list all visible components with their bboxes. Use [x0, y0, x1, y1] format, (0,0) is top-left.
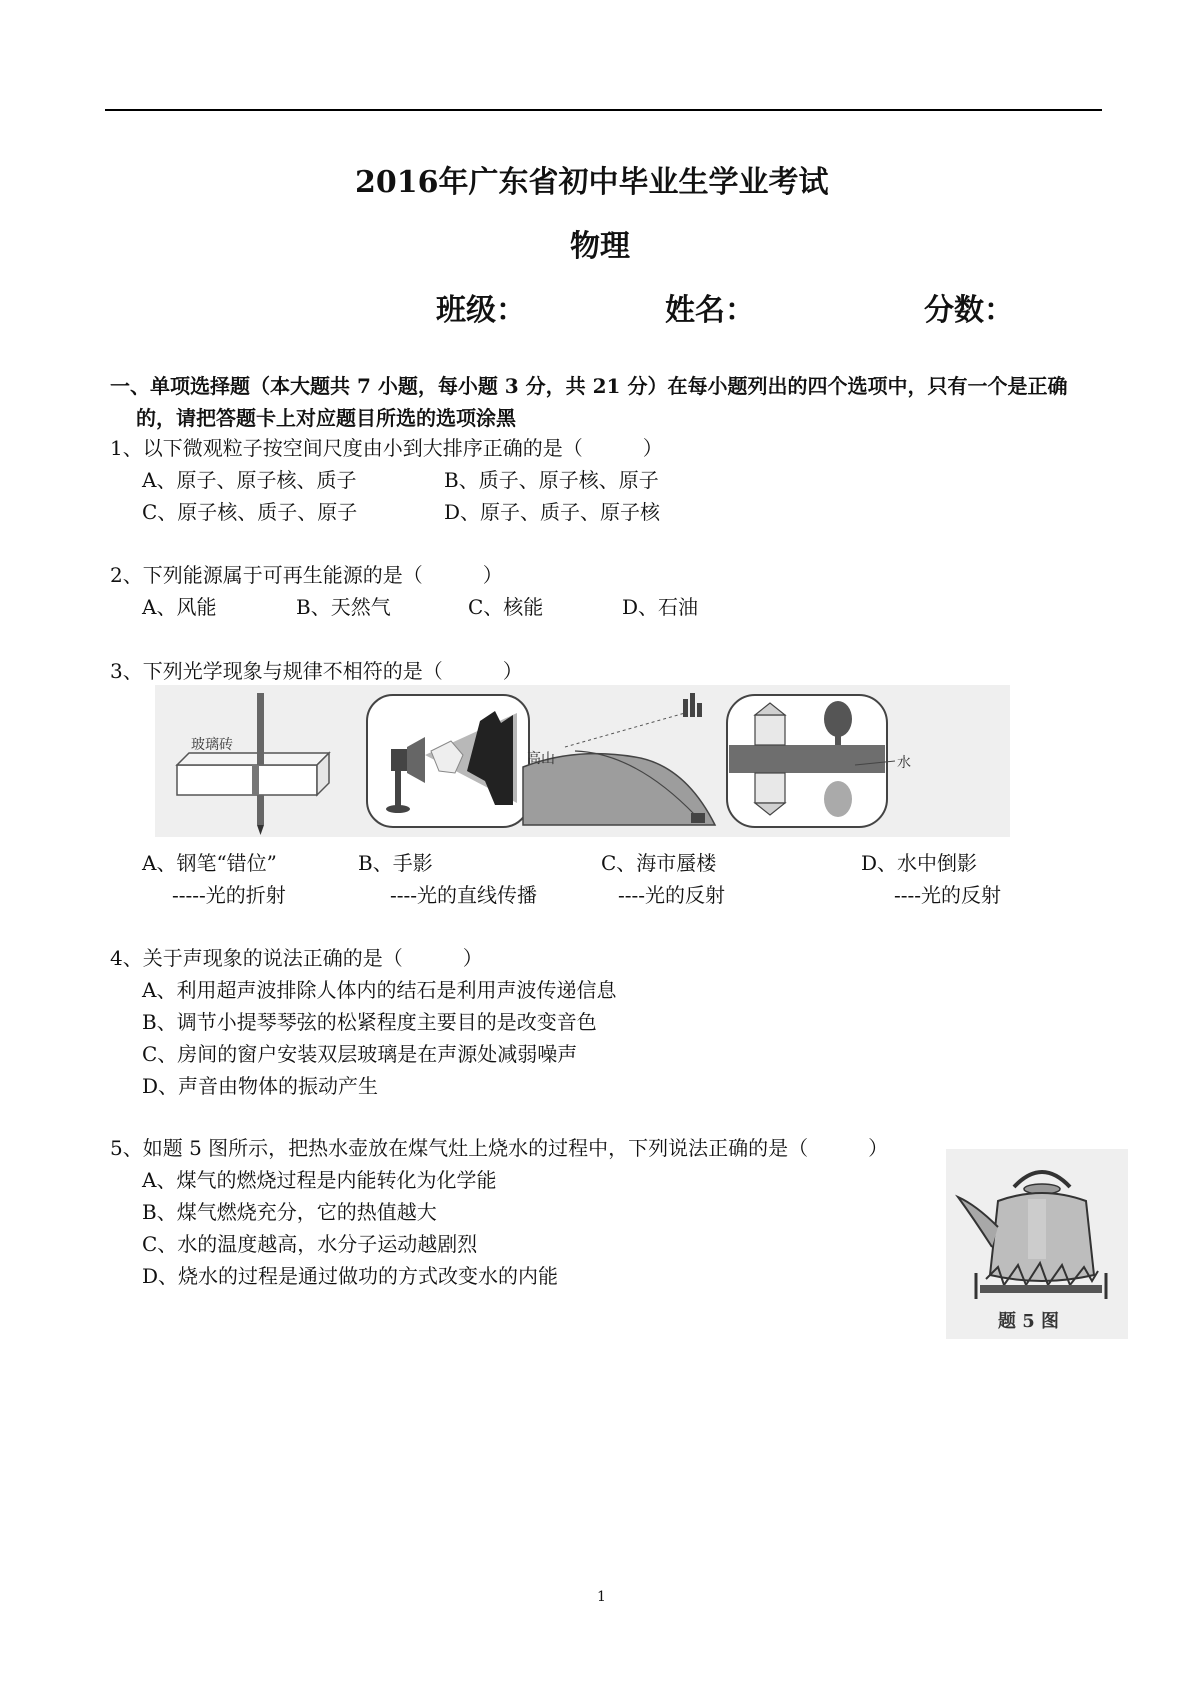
header-rule — [105, 109, 1102, 111]
page-number: 1 — [597, 1589, 606, 1605]
glass-brick-label: 玻璃砖 — [191, 737, 233, 753]
optics-illustrations — [155, 685, 1010, 837]
class-label: 班级： — [436, 293, 526, 328]
name-label: 姓名： — [665, 293, 755, 328]
question-2-option-d: D、石油 — [622, 595, 699, 619]
question-3-stem: 3、下列光学现象与规律不相符的是（ ） — [110, 659, 523, 683]
question-1-option-a: A、原子、原子核、质子 — [142, 468, 357, 492]
question-3-option-a-law: -----光的折射 — [172, 883, 286, 907]
question-3-option-d: D、水中倒影 — [861, 851, 978, 875]
question-3-option-d-law: ----光的反射 — [894, 883, 1002, 907]
subject-title: 物理 — [570, 229, 630, 264]
question-5-stem: 5、如题 5 图所示，把热水壶放在煤气灶上烧水的过程中，下列说法正确的是（ ） — [110, 1136, 889, 1160]
question-3-option-b: B、手影 — [358, 851, 433, 875]
question-4-option-b: B、调节小提琴琴弦的松紧程度主要目的是改变音色 — [142, 1010, 597, 1034]
figure-5-caption: 题 5 图 — [998, 1311, 1060, 1332]
question-1-option-b: B、质子、原子核、原子 — [444, 468, 659, 492]
question-1-stem: 1、以下微观粒子按空间尺度由小到大排序正确的是（ ） — [110, 436, 663, 460]
question-3-option-a: A、钢笔“错位” — [142, 851, 277, 875]
section-heading: 一、单项选择题（本大题共 7 小题，每小题 3 分，共 21 分）在每小题列出的四个选项中，只有一个是正确 — [110, 374, 1068, 398]
question-2-option-a: A、风能 — [142, 595, 217, 619]
score-label: 分数： — [924, 293, 1014, 328]
question-3-option-c: C、海市蜃楼 — [601, 851, 717, 875]
question-5-figure — [946, 1149, 1128, 1339]
kettle-on-stove-illustration — [946, 1149, 1128, 1339]
glass-block-pen-figure — [177, 693, 329, 835]
water-label: 水 — [897, 755, 911, 771]
question-5-option-d: D、烧水的过程是通过做功的方式改变水的内能 — [142, 1264, 559, 1288]
mirage-figure — [523, 693, 715, 825]
question-2-option-b: B、天然气 — [296, 595, 391, 619]
water-reflection-figure — [727, 695, 911, 827]
question-3-option-c-law: ----光的反射 — [618, 883, 726, 907]
exam-title: 2016年广东省初中毕业生学业考试 — [355, 165, 829, 200]
question-3-option-b-law: ----光的直线传播 — [390, 883, 538, 907]
question-4-option-d: D、声音由物体的振动产生 — [142, 1074, 379, 1098]
question-1-option-c: C、原子核、质子、原子 — [142, 500, 358, 524]
section-heading-cont: 的，请把答题卡上对应题目所选的选项涂黑 — [136, 406, 516, 430]
question-4-option-c: C、房间的窗户安装双层玻璃是在声源处减弱噪声 — [142, 1042, 578, 1066]
mountain-label: 高山 — [527, 751, 555, 767]
hand-shadow-figure — [367, 695, 529, 827]
question-5-option-a: A、煤气的燃烧过程是内能转化为化学能 — [142, 1168, 497, 1192]
question-2-stem: 2、下列能源属于可再生能源的是（ ） — [110, 563, 503, 587]
question-4-stem: 4、关于声现象的说法正确的是（ ） — [110, 946, 483, 970]
question-2-option-c: C、核能 — [468, 595, 544, 619]
question-3-figure — [155, 685, 1010, 837]
question-1-option-d: D、原子、质子、原子核 — [444, 500, 661, 524]
question-4-option-a: A、利用超声波排除人体内的结石是利用声波传递信息 — [142, 978, 617, 1002]
question-5-option-c: C、水的温度越高，水分子运动越剧烈 — [142, 1232, 478, 1256]
question-5-option-b: B、煤气燃烧充分，它的热值越大 — [142, 1200, 437, 1224]
